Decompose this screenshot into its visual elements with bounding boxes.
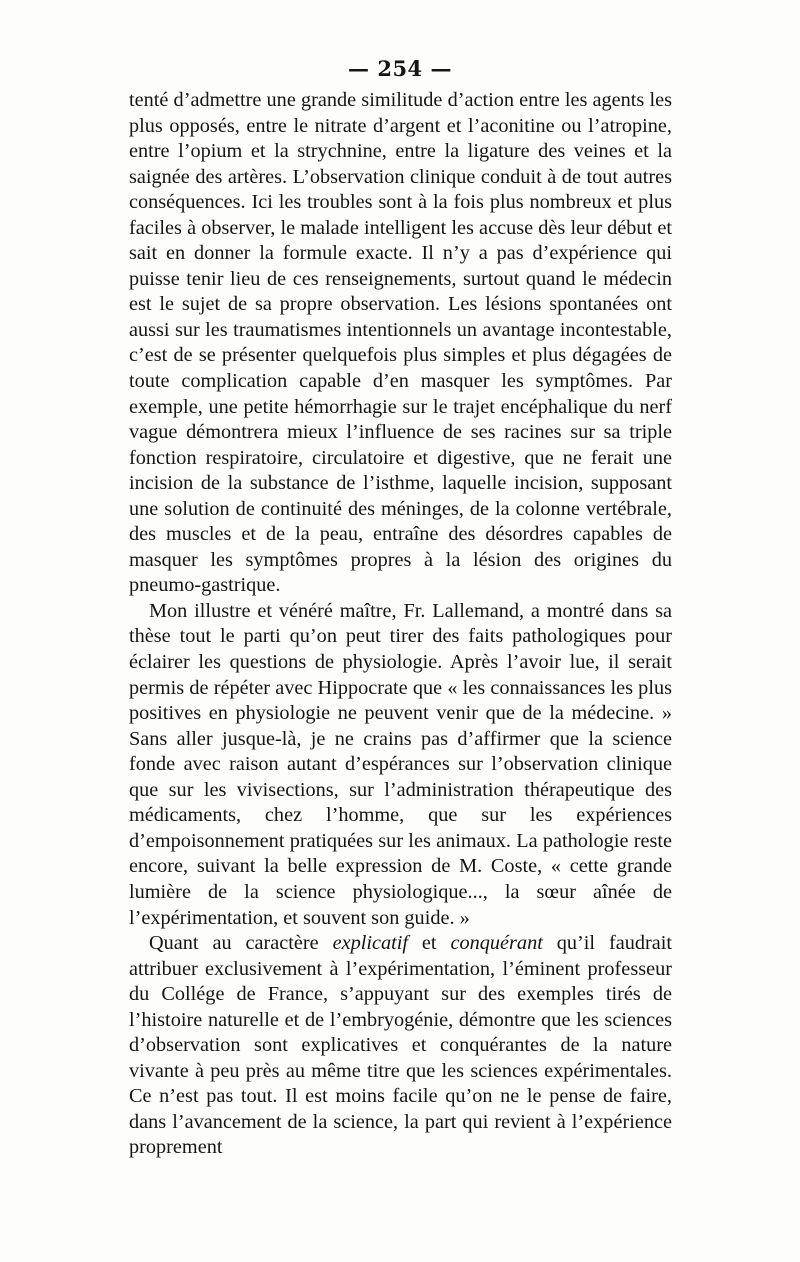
paragraph-3-text-middle: et	[408, 932, 451, 955]
paragraph-2-text: Mon illustre et vénéré maître, Fr. Lallemand, a montré dans sa thèse tout le parti qu’on peut tirer des faits pathologiques pour éclairer les questions de physiologie. Après l’avoir lue, il serait permis de répéter avec Hippocrate que « les connaissances les plus positives en physiologie ne peuvent venir que de la médecine. » Sans aller jusque-là, je ne crains pas d’affirmer que la science fonde avec raison autant d’espérances sur l’observation clinique que sur les vivisections, sur l’administration thérapeutique des médicaments, chez l’homme, que sur les expériences d’empoisonnement pratiquées sur les animaux. La pathologie reste encore, suivant la belle expression de M. Coste, « cette grande lumière de la science physiologique..., la sœur aînée de l’expérimentation, et souvent son guide. »	[129, 599, 672, 929]
body-text	[129, 88, 672, 1161]
paragraph-3	[129, 931, 672, 1161]
paragraph-2	[129, 599, 672, 931]
paragraph-1	[129, 88, 672, 599]
paragraph-3-text-end: qu’il faudrait attribuer exclusivement à l’expérimentation, l’éminent professeur du Collége de France, s’appuyant sur des exemples tirés de l’histoire naturelle et de l’embryogénie, démontre que les sciences d’observation sont explicatives et conquérantes de la nature vivante à peu près au même titre que les sciences expérimentales. Ce n’est pas tout. Il est moins facile qu’on ne le pense de faire, dans l’avancement de la science, la part qui revient à l’expérience proprement	[129, 932, 673, 1159]
paragraph-3-text-start: Quant au caractère	[149, 932, 333, 955]
paragraph-1-text: tenté d’admettre une grande similitude d’action entre les agents les plus opposés, entre le nitrate d’argent et l’aconitine ou l’atropine, entre l’opium et la strychnine, entre la ligature des veines et la saignée des artères. L’observation clinique conduit à de tout autres conséquences. Ici les troubles sont à la fois plus nombreux et plus faciles à observer, le malade intelligent les accuse dès leur début et sait en donner la formule exacte. Il n’y a pas d’expérience qui puisse tenir lieu de ces renseignements, surtout quand le médecin est le sujet de sa propre observation. Les lésions spontanées ont aussi sur les traumatismes intentionnels un avantage incontestable, c’est de se présenter quelquefois plus simples et plus dégagées de toute complication capable d’en masquer les symptômes. Par exemple, une petite hémorrhagie sur le trajet encéphalique du nerf vague démontrera mieux l’influence de ses racines sur sa triple fonction respiratoire, circulatoire et digestive, que ne ferait une incision de la substance de l’isthme, laquelle incision, supposant une solution de continuité des méninges, de la colonne vertébrale, des muscles et de la peau, entraîne des désordres capables de masquer les symptômes propres à la lésion des origines du pneumo-gastrique.	[129, 89, 672, 597]
italic-term-conquerant: conquérant	[450, 932, 543, 955]
page-number: — 254 —	[348, 56, 452, 81]
italic-term-explicatif: explicatif	[332, 932, 409, 955]
